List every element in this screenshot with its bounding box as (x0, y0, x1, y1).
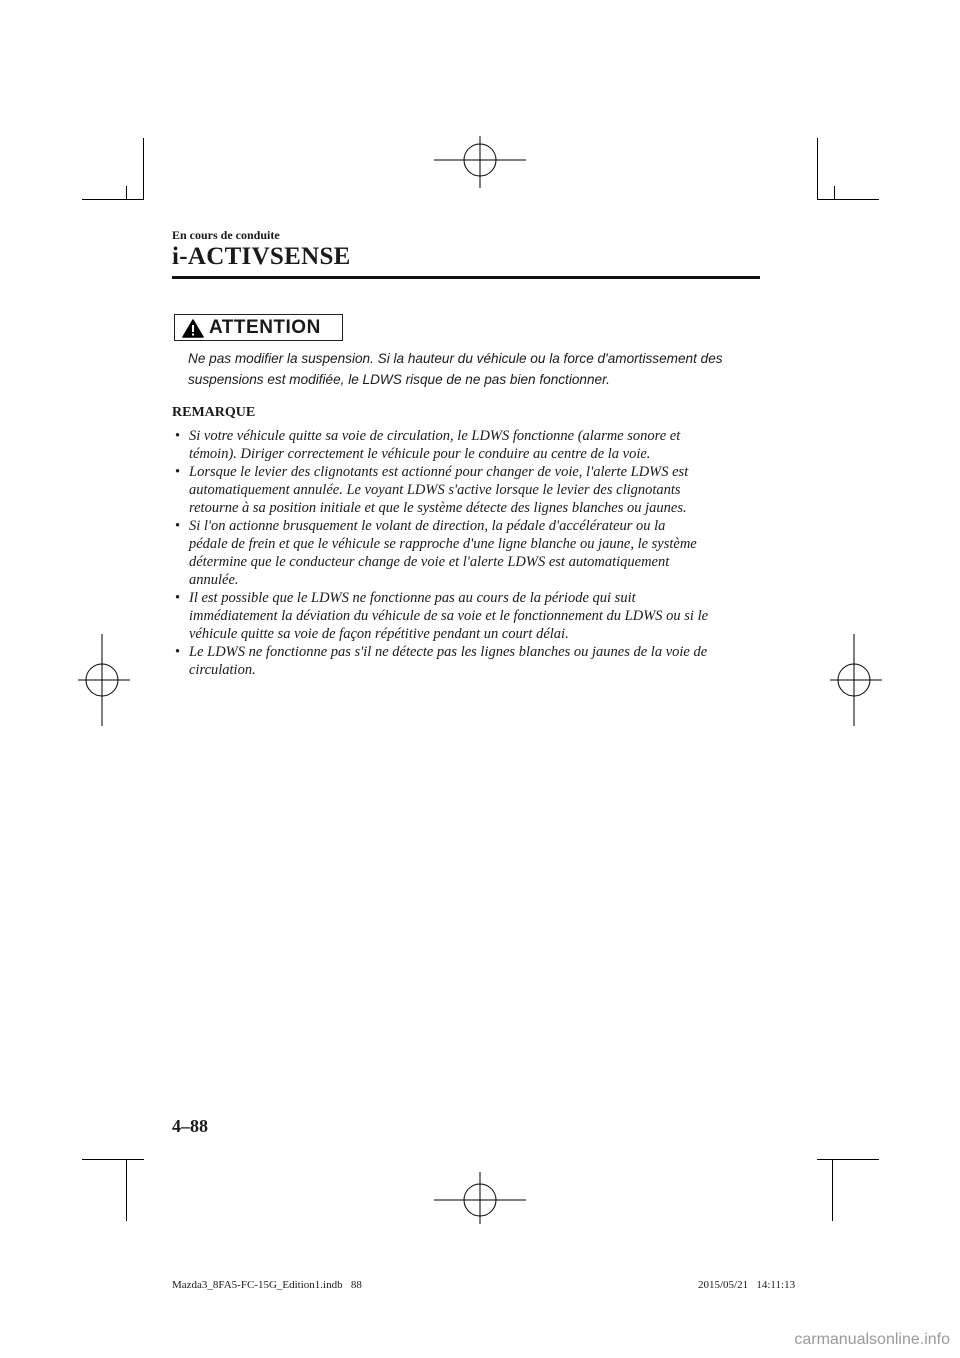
note-line: Si votre véhicule quitte sa voie de circulation, le LDWS fonctionne (alarme sonore et (189, 428, 681, 444)
note-line: immédiatement la déviation du véhicule de sa voie et le fonctionnement du LDWS ou si le (189, 608, 709, 624)
file-name: Mazda3_8FA5-FC-15G_Edition1.indb 88 (172, 1279, 362, 1291)
bullet-icon: • (175, 590, 181, 606)
title-rule (172, 276, 760, 279)
note-heading: REMARQUE (172, 405, 256, 420)
list-item (172, 463, 762, 517)
page-title: i-ACTIVSENSE (172, 243, 351, 270)
list-item (172, 517, 762, 589)
attention-text (188, 348, 758, 390)
registration-mark-bottom (434, 1172, 526, 1224)
section-label: En cours de conduite (172, 228, 280, 242)
attention-box (174, 314, 343, 341)
note-line: Le LDWS ne fonctionne pas s'il ne détecte pas les lignes blanches ou jaunes de la voie de (189, 644, 708, 660)
note-line: circulation. (189, 662, 256, 678)
note-line: Il est possible que le LDWS ne fonctionne pas au cours de la période qui suit (189, 590, 636, 606)
attention-label: ATTENTION (209, 317, 321, 338)
note-line: retourne à sa position initiale et que le système détecte des lignes blanches ou jaunes. (189, 500, 687, 516)
note-line: pédale de frein et que le véhicule se rapproche d'une ligne blanche ou jaune, le système (189, 536, 697, 552)
attention-line: Ne pas modifier la suspension. Si la hauteur du véhicule ou la force d'amortissement des (188, 351, 723, 366)
note-line: véhicule quitte sa voie de façon répétitive pendant un court délai. (189, 626, 569, 642)
list-item (172, 589, 762, 643)
warning-triangle-icon (182, 319, 204, 338)
registration-mark-top (434, 136, 526, 188)
bullet-icon: • (175, 644, 181, 660)
bullet-icon: • (175, 464, 181, 480)
bullet-icon: • (175, 518, 181, 534)
note-line: Si l'on actionne brusquement le volant de direction, la pédale d'accélérateur ou la (189, 518, 666, 534)
attention-line: suspensions est modifiée, le LDWS risque de ne pas bien fonctionner. (188, 372, 610, 387)
note-list (172, 427, 762, 679)
print-timestamp: 2015/05/21 14:11:13 (698, 1279, 796, 1291)
bullet-icon: • (175, 428, 181, 444)
watermark-link[interactable]: carmanualsonline.info (794, 1331, 950, 1348)
note-line: Lorsque le levier des clignotants est actionné pour changer de voie, l'alerte LDWS est (189, 464, 689, 480)
registration-mark-left (78, 634, 130, 726)
registration-mark-right (830, 634, 882, 726)
note-line: détermine que le conducteur change de voie et l'alerte LDWS est automatiquement (189, 554, 670, 570)
note-line: automatiquement annulée. Le voyant LDWS s'active lorsque le levier des clignotants (189, 482, 681, 498)
note-line: annulée. (189, 572, 239, 588)
list-item (172, 427, 762, 463)
page-number: 4–88 (172, 1116, 208, 1136)
list-item (172, 643, 762, 679)
note-line: témoin). Diriger correctement le véhicule pour le conduire au centre de la voie. (189, 446, 651, 462)
